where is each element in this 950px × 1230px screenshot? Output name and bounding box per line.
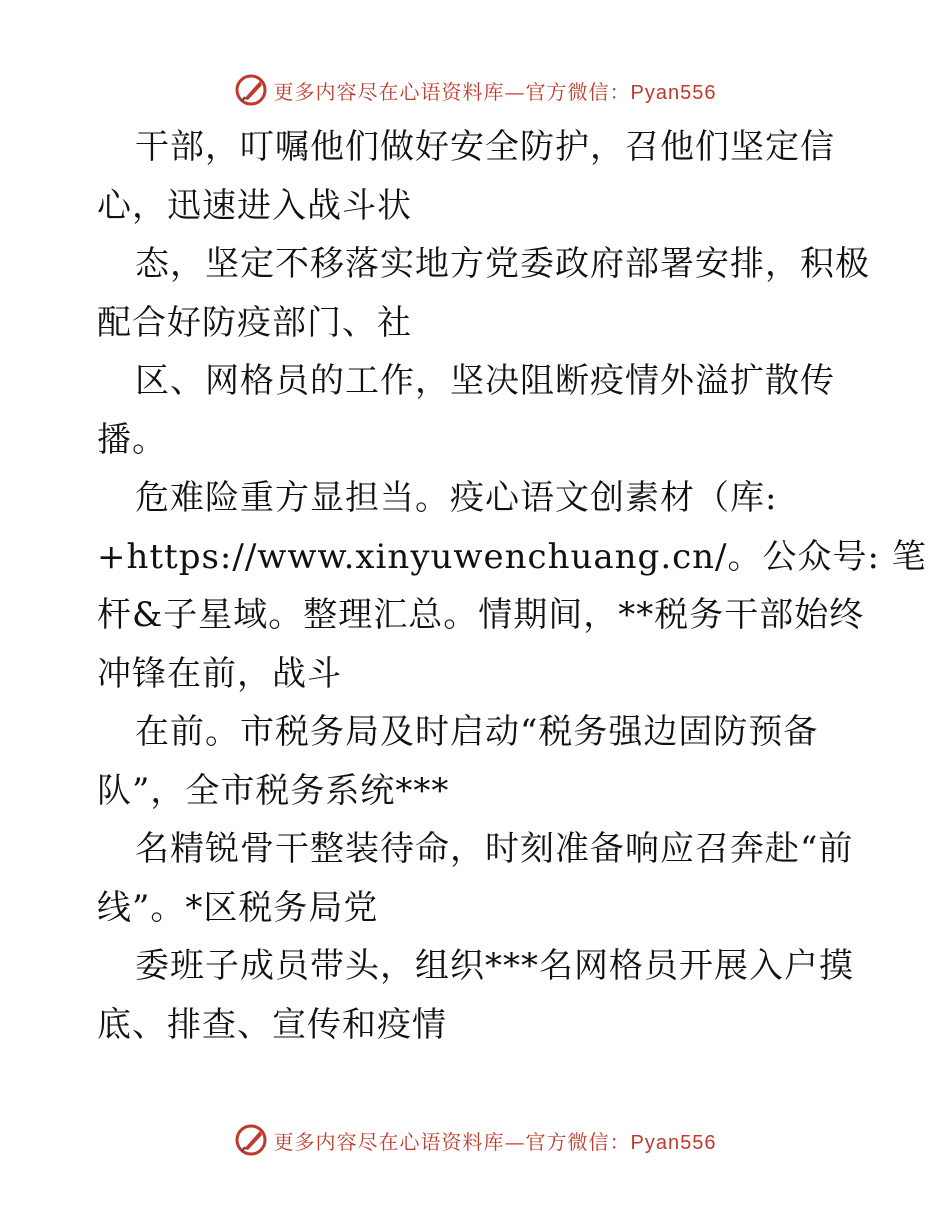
header-banner-text: [274, 76, 717, 105]
quill-pen-logo-icon: [234, 73, 268, 107]
body-line: 播。: [97, 419, 167, 460]
body-line: +https://www.xinyuwenchuang.cn/。公众号: 笔: [97, 536, 927, 577]
body-line: 名精锐骨干整装待命，时刻准备响应召奔赴“前: [135, 829, 854, 869]
body-line: 心，迅速进入战斗状: [97, 185, 412, 226]
body-line: 冲锋在前，战斗: [97, 653, 342, 694]
body-line: 底、排查、宣传和疫情: [97, 1004, 447, 1045]
body-line: 态，坚定不移落实地方党委政府部署安排，积极: [135, 244, 870, 284]
body-line: 线”。*区税务局党: [97, 887, 379, 928]
quill-pen-logo-icon: [234, 1123, 268, 1157]
body-line: 区、网格员的工作，坚决阻断疫情外溢扩散传: [135, 361, 835, 401]
body-line: 队”，全市税务系统***: [97, 770, 450, 811]
body-line: 杆&子星域。整理汇总。情期间，**税务干部始终: [97, 595, 865, 635]
document-body: [97, 118, 927, 1054]
footer-banner: [0, 1120, 950, 1160]
body-line: 危难险重方显担当。疫心语文创素材（库:: [135, 478, 778, 518]
footer-banner-label: 更多内容尽在心语资料库—官方微信：: [273, 1129, 631, 1154]
body-line: 在前。市税务局及时启动“税务强边固防预备: [135, 712, 819, 752]
header-banner: [0, 70, 950, 110]
footer-banner-text: [274, 1126, 717, 1155]
body-line: 配合好防疫部门、社: [97, 302, 412, 343]
body-line: 委班子成员带头，组织***名网格员开展入户摸: [135, 946, 854, 986]
header-wechat-id: Pyan556: [630, 81, 717, 104]
body-line: 干部，叮嘱他们做好安全防护，召他们坚定信: [135, 127, 835, 167]
footer-wechat-id: Pyan556: [630, 1131, 717, 1154]
header-banner-label: 更多内容尽在心语资料库—官方微信：: [273, 79, 631, 104]
